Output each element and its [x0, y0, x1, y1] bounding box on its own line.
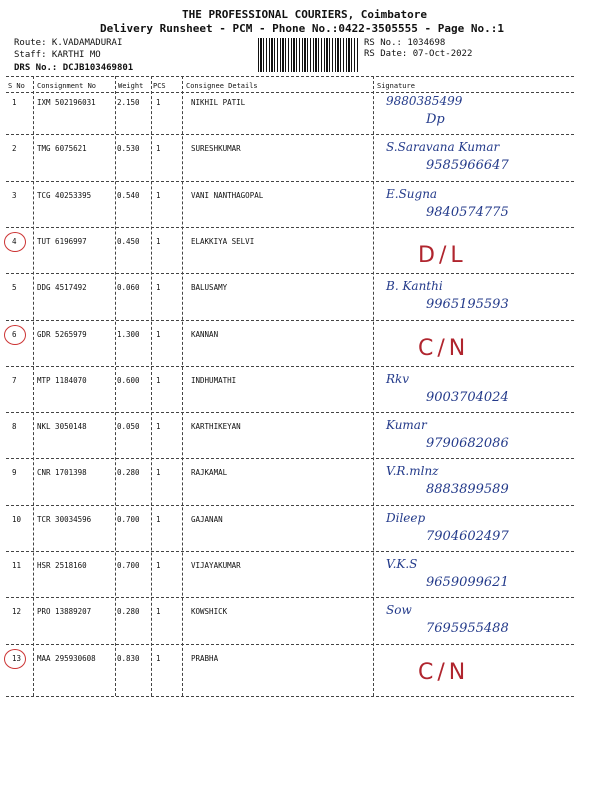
row-sno: 6	[12, 329, 17, 339]
row-pcs: 1	[156, 283, 161, 293]
row-consignee: VANI NANTHAGOPAL	[191, 190, 264, 200]
handwritten-phone-number: 9585966647	[426, 158, 509, 174]
row-weight: 0.700	[117, 561, 140, 570]
row-divider	[6, 505, 574, 506]
row-consignment-no: DDG 4517492	[37, 283, 87, 293]
row-divider	[6, 181, 574, 182]
column-divider	[151, 76, 152, 696]
handwritten-signature: Rkv	[386, 371, 410, 386]
handwritten-signature: B. Kanthi	[386, 279, 443, 294]
row-consignee: INDHUMATHI	[191, 375, 237, 385]
handwritten-signature: 9880385499	[386, 94, 463, 108]
circled-row-marker	[4, 325, 26, 345]
row-divider	[6, 227, 574, 228]
row-divider	[6, 644, 574, 645]
handwritten-signature: V.K.S	[386, 557, 418, 571]
row-consignment-no: HSR 2518160	[37, 561, 87, 570]
runsheet-table	[6, 76, 574, 696]
handwritten-status-mark: C/N	[418, 335, 470, 361]
row-divider	[6, 458, 574, 459]
row-weight: 1.300	[117, 329, 140, 339]
row-weight: 0.700	[117, 514, 140, 524]
handwritten-signature: S.Saravana Kumar	[386, 140, 500, 155]
column-header-sno: S No	[8, 82, 25, 90]
row-pcs: 1	[156, 561, 161, 570]
row-divider	[6, 551, 574, 552]
row-sno: 3	[12, 190, 17, 200]
row-weight: 2.150	[117, 98, 140, 107]
row-divider	[6, 134, 574, 135]
handwritten-signature: Sow	[386, 603, 412, 618]
row-pcs: 1	[156, 144, 161, 154]
column-header-pcs: PCS	[153, 82, 166, 90]
row-sno: 12	[12, 607, 22, 617]
row-consignee: PRABHA	[191, 653, 219, 663]
row-consignee: KOWSHICK	[191, 607, 228, 617]
handwritten-phone-number: 9003704024	[426, 389, 509, 405]
table-header-rule	[6, 92, 574, 93]
row-weight: 0.600	[117, 375, 140, 385]
barcode-image	[258, 38, 358, 72]
row-consignee: GAJANAN	[191, 514, 223, 524]
runsheet-subtitle: Delivery Runsheet - PCM - Phone No.:0422-3505555 - Page No.:1	[100, 22, 504, 35]
row-pcs: 1	[156, 468, 161, 478]
row-consignment-no: IXM 502196031	[37, 98, 96, 107]
drs-number: DRS No.: DCJB103469801	[14, 63, 134, 73]
row-pcs: 1	[156, 607, 161, 617]
row-divider	[6, 597, 574, 598]
table-top-rule	[6, 76, 574, 77]
handwritten-phone-number: 8883899589	[426, 482, 509, 498]
route-label: Route: K.VADAMADURAI	[14, 38, 123, 48]
handwritten-signature: Kumar	[386, 418, 427, 433]
row-pcs: 1	[156, 422, 161, 432]
row-consignee: KANNAN	[191, 329, 219, 339]
row-sno: 2	[12, 144, 17, 154]
handwritten-phone-number: 9840574775	[426, 204, 509, 220]
row-divider	[6, 273, 574, 274]
row-consignment-no: TUT 6196997	[37, 236, 87, 246]
column-header-weight: Weight	[118, 82, 144, 90]
handwritten-status-mark: D/L	[418, 242, 467, 268]
row-sno: 5	[12, 283, 17, 293]
handwritten-phone-number: 9659099621	[426, 575, 509, 590]
row-pcs: 1	[156, 236, 161, 246]
row-sno: 7	[12, 375, 17, 385]
row-consignment-no: TCG 40253395	[37, 190, 92, 200]
row-consignment-no: MTP 1184070	[37, 375, 87, 385]
column-header-signature: Signature	[377, 82, 415, 90]
row-sno: 10	[12, 514, 22, 524]
row-consignment-no: TMG 6075621	[37, 144, 87, 154]
row-consignee: SURESHKUMAR	[191, 144, 241, 154]
row-consignment-no: NKL 3050148	[37, 422, 87, 432]
row-weight: 0.830	[117, 653, 140, 663]
row-consignment-no: PRO 13889207	[37, 607, 92, 617]
column-divider	[373, 76, 374, 696]
row-pcs: 1	[156, 653, 161, 663]
handwritten-signature: Dileep	[386, 510, 426, 525]
row-consignee: KARTHIKEYAN	[191, 422, 241, 432]
circled-row-marker	[4, 232, 26, 252]
row-sno: 11	[12, 561, 22, 570]
row-divider	[6, 366, 574, 367]
handwritten-phone-number: Dp	[426, 112, 445, 127]
row-weight: 0.450	[117, 236, 140, 246]
handwritten-phone-number: 7695955488	[426, 621, 509, 637]
row-divider	[6, 320, 574, 321]
handwritten-phone-number: 9965195593	[426, 297, 509, 313]
table-bottom-rule	[6, 696, 574, 697]
row-sno: 13	[12, 653, 22, 663]
row-pcs: 1	[156, 98, 161, 107]
handwritten-signature: E.Sugna	[386, 186, 438, 201]
row-weight: 0.540	[117, 190, 140, 200]
row-sno: 4	[12, 236, 17, 246]
column-header-consignee: Consignee Details	[186, 82, 258, 90]
staff-label: Staff: KARTHI MO	[14, 50, 101, 60]
column-divider	[182, 76, 183, 696]
column-header-consignment: Consignment No	[37, 82, 97, 90]
handwritten-status-mark: C/N	[418, 659, 470, 685]
row-pcs: 1	[156, 514, 161, 524]
row-weight: 0.050	[117, 422, 140, 432]
row-consignment-no: CNR 1701398	[37, 468, 87, 478]
row-pcs: 1	[156, 329, 161, 339]
row-consignee: BALUSAMY	[191, 283, 228, 293]
row-consignee: VIJAYAKUMAR	[191, 561, 241, 570]
row-consignment-no: TCR 30034596	[37, 514, 92, 524]
handwritten-phone-number: 7904602497	[426, 528, 509, 544]
row-divider	[6, 412, 574, 413]
column-divider	[115, 76, 116, 696]
column-divider	[33, 76, 34, 696]
row-pcs: 1	[156, 375, 161, 385]
row-sno: 9	[12, 468, 17, 478]
row-consignee: NIKHIL PATIL	[191, 98, 246, 107]
rs-date: RS Date: 07-Oct-2022	[364, 49, 473, 59]
row-consignment-no: MAA 295930608	[37, 653, 96, 663]
row-sno: 8	[12, 422, 17, 432]
company-title: THE PROFESSIONAL COURIERS, Coimbatore	[182, 8, 428, 21]
rs-number: RS No.: 1034698	[364, 38, 446, 48]
circled-row-marker	[4, 649, 26, 669]
row-consignee: RAJKAMAL	[191, 468, 228, 478]
row-sno: 1	[12, 98, 17, 107]
row-weight: 0.530	[117, 144, 140, 154]
row-weight: 0.280	[117, 607, 140, 617]
row-pcs: 1	[156, 190, 161, 200]
row-weight: 0.280	[117, 468, 140, 478]
row-consignment-no: GDR 5265979	[37, 329, 87, 339]
handwritten-signature: V.R.mlnz	[386, 464, 439, 479]
row-weight: 0.060	[117, 283, 140, 293]
handwritten-phone-number: 9790682086	[426, 436, 509, 452]
row-consignee: ELAKKIYA SELVI	[191, 236, 255, 246]
